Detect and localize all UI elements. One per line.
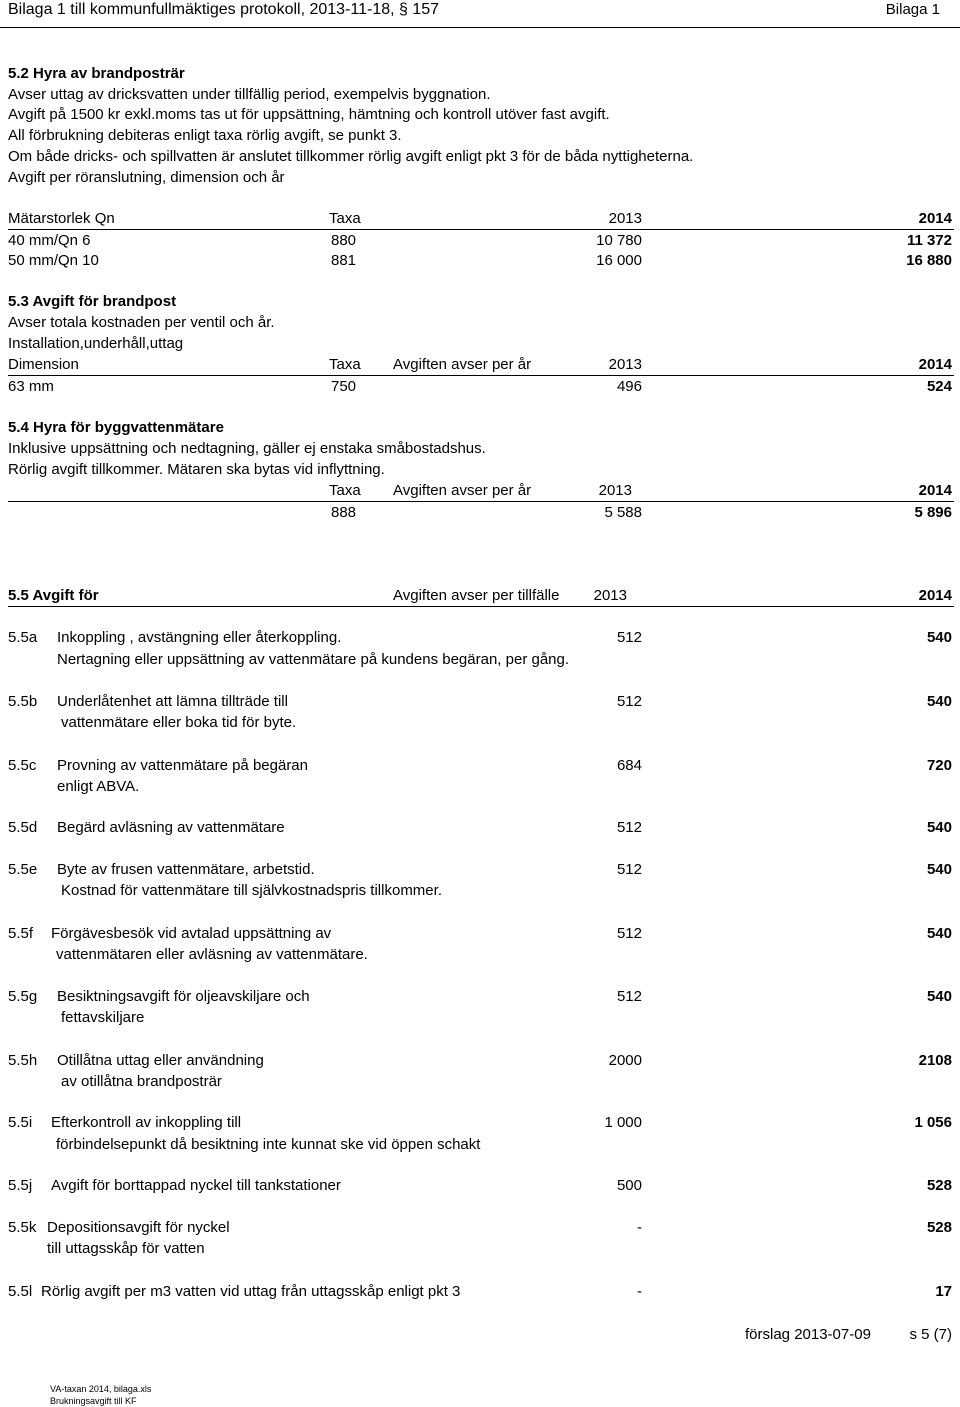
table-rule: [8, 375, 954, 376]
fee-2014: 720: [926, 757, 952, 774]
item-text: Förgävesbesök vid avtalad uppsättning av: [51, 925, 332, 942]
paragraph-line: Avser uttag av dricksvatten under tillfällig period, exempelvis byggnation.: [8, 86, 491, 103]
fee-2014: 540: [926, 925, 952, 942]
table-cell: 524: [926, 378, 952, 395]
item-text: Rörlig avgift per m3 vatten vid uttag från uttagsskåp enligt pkt 3: [41, 1283, 461, 1300]
table-cell: 5 588: [604, 504, 642, 521]
table-cell: 16 880: [906, 252, 952, 269]
table-cell: 50 mm/Qn 10: [8, 252, 99, 269]
fee-2014: 540: [926, 819, 952, 836]
fee-2013: 512: [616, 988, 642, 1005]
table-cell: 16 000: [596, 252, 642, 269]
column-header: Avgiften avser per tillfälle: [393, 587, 560, 604]
item-text: Avgift för borttappad nyckel till tankstationer: [51, 1177, 341, 1194]
table-cell: 881: [331, 252, 357, 269]
sheet-name: Brukningsavgift till KF: [50, 1396, 137, 1406]
attachment-label: Bilaga 1: [885, 1, 940, 18]
fee-2014: 540: [926, 861, 952, 878]
fee-2013: 2000: [608, 1052, 642, 1069]
item-code: 5.5l: [8, 1283, 33, 1300]
page-number: s 5 (7): [909, 1326, 952, 1343]
item-code: 5.5b: [8, 693, 38, 710]
paragraph-line: Avser totala kostnaden per ventil och år.: [8, 314, 275, 331]
fee-2013: 512: [616, 629, 642, 646]
section-heading: 5.3 Avgift för brandpost: [8, 293, 177, 310]
item-text-continued: till uttagsskåp för vatten: [47, 1240, 205, 1257]
section-heading: 5.2 Hyra av brandposträr: [8, 65, 185, 82]
fee-2014: 17: [935, 1283, 952, 1300]
column-header: 2013: [593, 587, 627, 604]
fee-2013: 684: [616, 757, 642, 774]
draft-date: förslag 2013-07-09: [745, 1326, 871, 1343]
fee-2014: 528: [926, 1219, 952, 1236]
column-header: Mätarstorlek Qn: [8, 210, 115, 227]
paragraph-line: All förbrukning debiteras enligt taxa rörlig avgift, se punkt 3.: [8, 127, 402, 144]
item-text: Provning av vattenmätare på begäran: [57, 757, 308, 774]
item-code: 5.5d: [8, 819, 38, 836]
column-header: Taxa: [329, 356, 361, 373]
paragraph-line: Avgift per röranslutning, dimension och år: [8, 169, 285, 186]
fee-2014: 540: [926, 988, 952, 1005]
fee-2014: 1 056: [914, 1114, 952, 1131]
item-text: Begärd avläsning av vattenmätare: [57, 819, 285, 836]
item-text-continued: av otillåtna brandposträr: [61, 1073, 222, 1090]
paragraph-line: Inklusive uppsättning och nedtagning, gäller ej enstaka småbostadshus.: [8, 440, 486, 457]
fee-2013: 500: [616, 1177, 642, 1194]
item-text-continued: Kostnad för vattenmätare till självkostnadspris tillkommer.: [61, 882, 442, 899]
item-code: 5.5f: [8, 925, 34, 942]
item-code: 5.5a: [8, 629, 38, 646]
item-text: Depositionsavgift för nyckel: [47, 1219, 230, 1236]
fee-2013: -: [637, 1283, 642, 1300]
table-cell: 63 mm: [8, 378, 54, 395]
fee-2013: 512: [616, 819, 642, 836]
header-rule: [0, 27, 960, 28]
fee-2014: 528: [926, 1177, 952, 1194]
table-cell: 10 780: [596, 232, 642, 249]
table-rule: [8, 606, 954, 607]
column-header: Dimension: [8, 356, 79, 373]
table-rule: [8, 229, 954, 230]
item-text: Efterkontroll av inkoppling till: [51, 1114, 242, 1131]
table-cell: 880: [331, 232, 357, 249]
item-code: 5.5c: [8, 757, 37, 774]
column-header: 2013: [598, 482, 632, 499]
item-text: Byte av frusen vattenmätare, arbetstid.: [57, 861, 315, 878]
item-text-continued: Nertagning eller uppsättning av vattenmätare på kundens begäran, per gång.: [57, 651, 570, 668]
column-header: Taxa: [329, 210, 361, 227]
column-header: Avgiften avser per år: [393, 356, 532, 373]
document-title: Bilaga 1 till kommunfullmäktiges protokoll, 2013-11-18, § 157: [8, 1, 440, 18]
table-cell: 11 372: [906, 232, 952, 249]
column-header: 2014: [918, 356, 952, 373]
section-heading: 5.5 Avgift för: [8, 587, 99, 604]
item-code: 5.5e: [8, 861, 38, 878]
paragraph-line: Rörlig avgift tillkommer. Mätaren ska bytas vid inflyttning.: [8, 461, 385, 478]
table-cell: 496: [616, 378, 642, 395]
item-text-continued: vattenmätaren eller avläsning av vattenmätare.: [56, 946, 368, 963]
item-text: Inkoppling , avstängning eller återkoppling.: [57, 629, 342, 646]
column-header: 2014: [918, 482, 952, 499]
fee-2013: 1 000: [604, 1114, 642, 1131]
item-text-continued: enligt ABVA.: [57, 778, 140, 795]
item-text: Besiktningsavgift för oljeavskiljare och: [57, 988, 310, 1005]
item-text: Underlåtenhet att lämna tillträde till: [57, 693, 288, 710]
column-header: Avgiften avser per år: [393, 482, 532, 499]
item-code: 5.5g: [8, 988, 38, 1005]
column-header: 2014: [918, 587, 952, 604]
file-name: VA-taxan 2014, bilaga.xls: [50, 1384, 152, 1394]
item-text-continued: fettavskiljare: [61, 1009, 145, 1026]
paragraph-line: Om både dricks- och spillvatten är anslutet tillkommer rörlig avgift enligt pkt 3 för de båda nyttigheterna.: [8, 148, 694, 165]
table-cell: 750: [331, 378, 357, 395]
item-code: 5.5k: [8, 1219, 37, 1236]
item-code: 5.5i: [8, 1114, 33, 1131]
paragraph-line: Installation,underhåll,uttag: [8, 335, 184, 352]
item-text-continued: vattenmätare eller boka tid för byte.: [61, 714, 297, 731]
column-header: 2013: [608, 356, 642, 373]
fee-2013: 512: [616, 861, 642, 878]
fee-2013: 512: [616, 693, 642, 710]
table-cell: 40 mm/Qn 6: [8, 232, 91, 249]
fee-2014: 540: [926, 629, 952, 646]
table-rule: [8, 501, 954, 502]
column-header: Taxa: [329, 482, 361, 499]
paragraph-line: Avgift på 1500 kr exkl.moms tas ut för uppsättning, hämtning och kontroll utöver fast avgift.: [8, 106, 610, 123]
fee-2014: 540: [926, 693, 952, 710]
table-cell: 5 896: [914, 504, 952, 521]
fee-2013: -: [637, 1219, 642, 1236]
fee-2014: 2108: [918, 1052, 952, 1069]
table-cell: 888: [331, 504, 357, 521]
item-code: 5.5h: [8, 1052, 38, 1069]
column-header: 2014: [918, 210, 952, 227]
section-heading: 5.4 Hyra för byggvattenmätare: [8, 419, 224, 436]
fee-2013: 512: [616, 925, 642, 942]
column-header: 2013: [608, 210, 642, 227]
item-text-continued: förbindelsepunkt då besiktning inte kunnat ske vid öppen schakt: [56, 1136, 481, 1153]
item-text: Otillåtna uttag eller användning: [57, 1052, 264, 1069]
item-code: 5.5j: [8, 1177, 33, 1194]
